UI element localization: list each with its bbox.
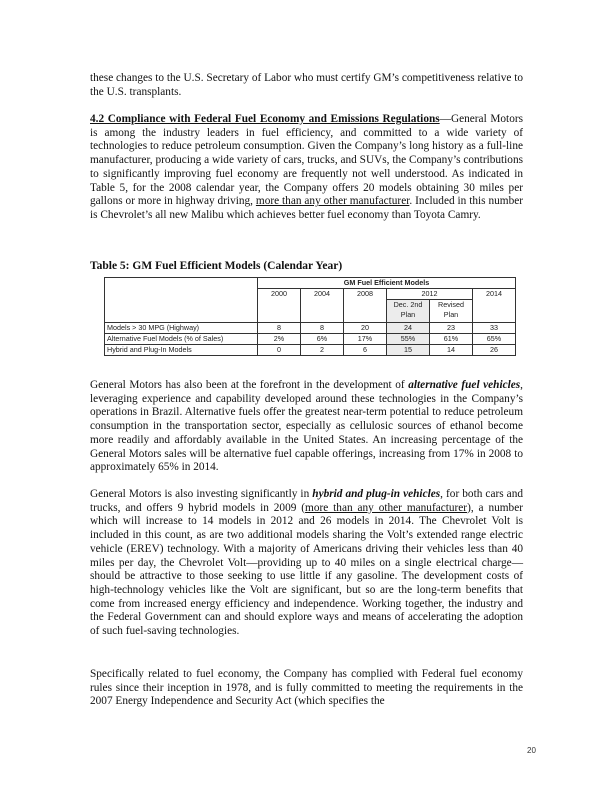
cell: 15 [387, 345, 430, 356]
paragraph-1-text: these changes to the U.S. Secretary of Labor who must certify GM’s competitiveness relative to the U.S. transplants. [90, 72, 523, 98]
fuel-efficient-models-table [104, 277, 516, 356]
cell: 26 [473, 345, 516, 356]
cell: 33 [473, 323, 516, 334]
cell: 2 [301, 345, 344, 356]
paragraph-1 [90, 72, 523, 99]
underlined-claim: more than any other manufacturer [305, 501, 468, 514]
subheader-dec-plan: Dec. 2nd Plan [387, 300, 430, 323]
paragraph-text: ), a number which will increase to 14 models in 2012 and 26 models in 2014. The Chevrolet Volt is included in this count, as are two additional models sharing the Volt’s extended range electric vehicle (EREV) technology. With a majority of Americans driving their vehicles less than 40 miles per day, the Chevrolet Volt—providing up to 40 miles on a single electrical charge—should be attractive to those seeking to use little if any gasoline. The development costs of high-technology vehicles like the Volt are significant, but so are the long-term benefits that come from increased energy efficiency and independence. Working together, the industry and the Federal Government can and should explore ways and means of accelerating the adoption of such fuel-saving technologies. [90, 501, 523, 638]
paragraph-text: General Motors has also been at the forefront in the development of [90, 379, 409, 391]
section-heading: 4.2 Compliance with Federal Fuel Economy and Emissions Regulations [90, 113, 440, 125]
table-row [105, 345, 516, 356]
paragraph-alternative-fuel [90, 379, 523, 475]
page-number: 20 [527, 746, 536, 755]
cell: 8 [301, 323, 344, 334]
row-label: Hybrid and Plug-In Models [105, 345, 258, 356]
cell: 2% [258, 334, 301, 345]
table-group-header: GM Fuel Efficient Models [258, 278, 516, 289]
underlined-claim: more than any other manufacturer [255, 195, 410, 208]
paragraph-text: . Included in this number is Chevrolet’s all new Malibu which achieves better fuel economy than Toyota Camry. [90, 195, 523, 221]
cell: 6 [344, 345, 387, 356]
year-header: 2004 [301, 289, 344, 323]
table-corner-cell [105, 278, 258, 323]
paragraph-hybrid [90, 488, 523, 639]
cell: 0 [258, 345, 301, 356]
paragraph-text: Specifically related to fuel economy, the Company has complied with Federal fuel economy rules since their inception in 1978, and is fully committed to meeting the requirements in the 2007 Energy Independence and Security Act (which specifies the [90, 668, 523, 708]
cell: 65% [473, 334, 516, 345]
cell: 6% [301, 334, 344, 345]
year-header: 2012 [387, 289, 473, 300]
cell: 17% [344, 334, 387, 345]
paragraph-text: General Motors is also investing significantly in [90, 488, 313, 500]
subheader-revised-plan: Revised Plan [430, 300, 473, 323]
cell: 55% [387, 334, 430, 345]
emphasis-text: hybrid and plug-in vehicles [312, 488, 441, 500]
table-row [105, 323, 516, 334]
cell: 8 [258, 323, 301, 334]
table-row [105, 334, 516, 345]
row-label: Models > 30 MPG (Highway) [105, 323, 258, 334]
paragraph-fuel-economy [90, 668, 523, 709]
year-header: 2000 [258, 289, 301, 323]
paragraph-text: , leveraging experience and capability developed around these technologies in the Company’s operations in Brazil. Alternative fuels offer the greatest near-term potential to reduce petroleum consumption in the transportation sector, especially as cellulosic sources of ethanol become more readily and affordably available in the United States. An increasing percentage of the General Motors sales will be alternative fuel capable offerings, increasing from 17% in 2008 to approximately 65% in 2014. [90, 379, 523, 474]
row-label: Alternative Fuel Models (% of Sales) [105, 334, 258, 345]
cell: 23 [430, 323, 473, 334]
cell: 20 [344, 323, 387, 334]
paragraph-section-4-2 [90, 113, 523, 223]
paragraph-text: —General Motors is among the industry leaders in fuel efficiency, and committed to a wide variety of technologies to reduce petroleum consumption. Given the Company’s long history as a full-line manufacturer, producing a wide variety of cars, trucks, and SUVs, the Company’s contributions to significantly improving fuel economy are frequently not well understood. As indicated in Table 5, for the 2008 calendar year, the Company offers 20 models obtaining 30 miles per gallons or more in highway driving, [90, 113, 523, 208]
emphasis-text: alternative fuel vehicles [408, 379, 521, 391]
cell: 14 [430, 345, 473, 356]
paragraph-text: , for both cars and trucks, and offers 9 hybrid models in 2009 ( [90, 488, 523, 514]
cell: 24 [387, 323, 430, 334]
table-caption: Table 5: GM Fuel Efficient Models (Calendar Year) [90, 260, 343, 272]
year-header: 2014 [473, 289, 516, 323]
year-header: 2008 [344, 289, 387, 323]
cell: 61% [430, 334, 473, 345]
